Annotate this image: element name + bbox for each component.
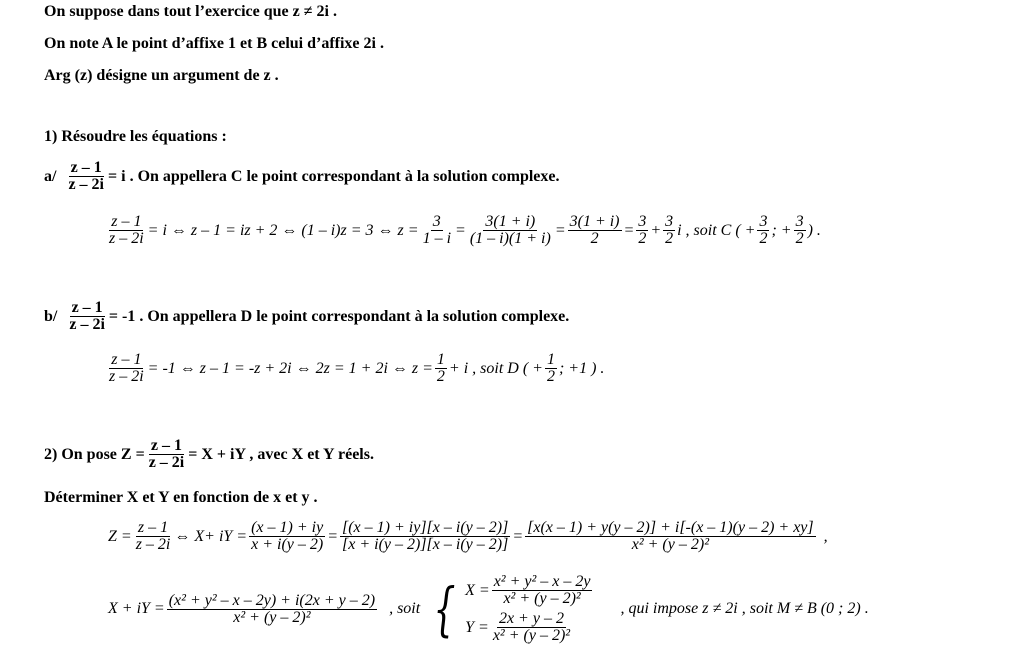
q2-derivation-line-1: Z = $\frac{z - 1}{z - 2i}$ ⇔ X+ iY = $\frac{(x - 1) + iy}{x + i(y - 2)}$ = $\frac{[(x - 1) + iy][x - i(y - 2)]}{[x + i(y - 2)][x - i(y - 2)]}$ = $\frac{[x(x - 1) + y(y - 2)] + i[-(x - 1)(y - 2) + xy]}{\text{x² + (y – 2)²}}$ ,	[108, 519, 828, 553]
q2-derivation-line-2: X + iY = $\frac{\text{(x² + y² – x – 2y) + i(2x + y – 2)}}{\text{x² + (y – 2)²}}$ , soit { X = $\frac{\text{x² + y² – x – 2y}}{\text{x² + (y – 2)²}}$ Y = $\frac{2x + y - 2}{\text{x² + (y – 2)²}}$ , qui impose z ≠ 2i , soit M ≠ B (0 ; 2) .	[108, 573, 869, 644]
q1b-statement: b/ $\frac{z - 1}{z - 2i}$ = -1 . On appellera D le point correspondant à la solution complexe.	[44, 299, 570, 333]
q1a-fraction: $\frac{z - 1}{z - 2i}$	[68, 159, 104, 193]
intro-line-1: On suppose dans tout l’exercice que z ≠ 2i .	[44, 3, 337, 20]
q1b-label: b/	[44, 307, 58, 325]
q1b-fraction: $\frac{z - 1}{z - 2i}$	[69, 299, 105, 333]
q1a-statement: a/ $\frac{z - 1}{z - 2i}$ = i . On appellera C le point correspondant à la solution complexe.	[44, 159, 560, 193]
intro-line-2: On note A le point d’affixe 1 et B celui d’affixe 2i .	[44, 35, 384, 52]
q1a-label: a/	[44, 167, 57, 185]
system-brace: {	[433, 575, 456, 643]
q2-statement: 2) On pose Z = $\frac{z - 1}{z - 2i}$ = X + iY , avec X et Y réels.	[44, 437, 374, 471]
q1-title: 1) Résoudre les équations :	[44, 128, 227, 145]
q1a-solution: $\frac{z - 1}{z - 2i}$ = i ⇔ z – 1 = iz + 2 ⇔ (1 – i)z = 3 ⇔ z = $\frac{3}{1 - i}$ = $\frac{3(1 + i)}{(1 - i)(1 + i)}$ = $\frac{3(1 + i)}{2}$ = $\frac{3}{2}$ + $\frac{3}{2}$ i , soit C ( + $\frac{3}{2}$ ; + $\frac{3}{2}$ ) .	[109, 213, 821, 247]
q1b-solution: $\frac{z - 1}{z - 2i}$ = -1 ⇔ z – 1 = -z + 2i ⇔ 2z = 1 + 2i ⇔ z = $\frac{1}{2}$ + i , soit D ( + $\frac{1}{2}$ ; +1 ) .	[109, 351, 605, 385]
q2-determine: Déterminer X et Y en fonction de x et y .	[44, 489, 318, 506]
xy-system: X = $\frac{\text{x² + y² – x – 2y}}{\text{x² + (y – 2)²}}$ Y = $\frac{2x + y - 2}{\text{x² + (y – 2)²}}$	[465, 573, 591, 644]
intro-line-3: Arg (z) désigne un argument de z .	[44, 67, 279, 84]
